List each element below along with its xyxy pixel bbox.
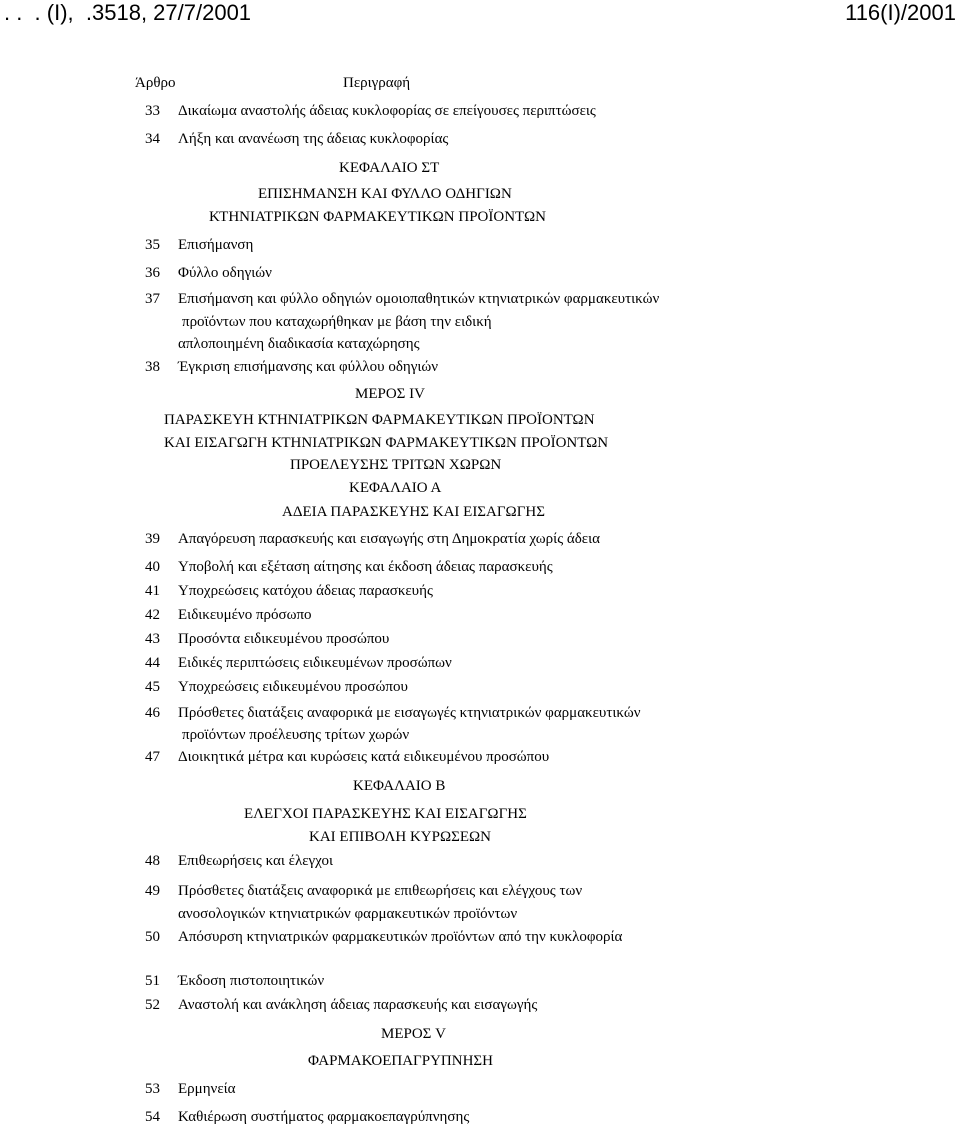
article-title: Υποχρεώσεις κατόχου άδειας παρασκευής [178,583,433,599]
article-title: Έκδοση πιστοποιητικών [178,973,325,989]
article-title: Προσόντα ειδικευμένου προσώπου [178,631,390,647]
part-title: ΚΑΙ ΕΙΣΑΓΩΓΗ ΚΤΗΝΙΑΤΡΙΚΩΝ ΦΑΡΜΑΚΕΥΤΙΚΩΝ ΠΡΟΪΟΝΤΩΝ [164,435,609,451]
article-title: Καθιέρωση συστήματος φαρμακοεπαγρύπνησης [178,1109,470,1125]
article-title: Υποχρεώσεις ειδικευμένου προσώπου [178,679,408,695]
article-number: 33 [145,103,160,119]
article-title: Ερμηνεία [178,1081,236,1097]
article-title: Έγκριση επισήμανσης και φύλλου οδηγιών [178,359,439,375]
article-number: 41 [145,583,160,599]
part-title: ΠΡΟΕΛΕΥΣΗΣ ΤΡΙΤΩΝ ΧΩΡΩΝ [290,457,502,473]
page-header [0,0,960,28]
article-title-continued: προϊόντων που καταχωρήθηκαν με βάση την ειδική [182,314,492,330]
chapter-title: ΕΠΙΣΗΜΑΝΣΗ ΚΑΙ ΦΥΛΛΟ ΟΔΗΓΙΩΝ [258,186,512,202]
chapter-heading: ΚΕΦΑΛΑΙΟ Α [349,480,442,496]
article-number: 35 [145,237,160,253]
article-number: 50 [145,929,160,945]
chapter-title: ΕΛΕΓΧΟΙ ΠΑΡΑΣΚΕΥΗΣ ΚΑΙ ΕΙΣΑΓΩΓΗΣ [244,806,527,822]
article-title-continued: προϊόντων προέλευσης τρίτων χωρών [182,727,410,743]
article-title: Επισήμανση και φύλλο οδηγιών ομοιοπαθητικών κτηνιατρικών φαρμακευτικών [178,291,660,307]
chapter-heading: ΚΕΦΑΛΑΙΟ ΣΤ [339,160,440,176]
article-number: 40 [145,559,160,575]
article-number: 44 [145,655,160,671]
article-title: Δικαίωμα αναστολής άδειας κυκλοφορίας σε επείγουσες περιπτώσεις [178,103,596,119]
article-title: Πρόσθετες διατάξεις αναφορικά με εισαγωγές κτηνιατρικών φαρμακευτικών [178,705,641,721]
article-title: Φύλλο οδηγιών [178,265,272,281]
article-title: Διοικητικά μέτρα και κυρώσεις κατά ειδικευμένου προσώπου [178,749,550,765]
article-number: 39 [145,531,160,547]
article-number: 48 [145,853,160,869]
article-number: 47 [145,749,160,765]
header-reference: . . . (I), .3518, 27/7/2001 [4,0,252,25]
article-number: 52 [145,997,160,1013]
article-number: 42 [145,607,160,623]
part-title: ΦΑΡΜΑΚΟΕΠΑΓΡΥΠΝΗΣΗ [308,1053,493,1069]
article-number: 37 [145,291,160,307]
column-header-description: Περιγραφή [343,75,411,91]
article-number: 38 [145,359,160,375]
part-title: ΠΑΡΑΣΚΕΥΗ ΚΤΗΝΙΑΤΡΙΚΩΝ ΦΑΡΜΑΚΕΥΤΙΚΩΝ ΠΡΟΪΟΝΤΩΝ [164,412,595,428]
article-title: Υποβολή και εξέταση αίτησης και έκδοση άδειας παρασκευής [178,559,553,575]
chapter-heading: ΚΕΦΑΛΑΙΟ Β [353,778,446,794]
article-title-continued: ανοσολογικών κτηνιατρικών φαρμακευτικών προϊόντων [178,906,518,922]
article-title: Απόσυρση κτηνιατρικών φαρμακευτικών προϊόντων από την κυκλοφορία [178,929,623,945]
article-number: 51 [145,973,160,989]
article-number: 46 [145,705,160,721]
article-number: 43 [145,631,160,647]
article-title: Επιθεωρήσεις και έλεγχοι [178,853,334,869]
part-heading: ΜΕΡΟΣ IV [355,386,425,402]
column-header-article: Άρθρο [135,75,176,91]
article-number: 36 [145,265,160,281]
part-heading: ΜΕΡΟΣ V [381,1026,446,1042]
header-law-number: 116(I)/2001 [845,0,956,25]
article-title: Ειδικές περιπτώσεις ειδικευμένων προσώπων [178,655,452,671]
article-title: Πρόσθετες διατάξεις αναφορικά με επιθεωρήσεις και ελέγχους των [178,883,583,899]
article-title: Απαγόρευση παρασκευής και εισαγωγής στη Δημοκρατία χωρίς άδεια [178,531,600,547]
article-title: Αναστολή και ανάκληση άδειας παρασκευής και εισαγωγής [178,997,538,1013]
article-title: Επισήμανση [178,237,254,253]
chapter-title: ΚΑΙ ΕΠΙΒΟΛΗ ΚΥΡΩΣΕΩΝ [309,829,492,845]
chapter-title: ΑΔΕΙΑ ΠΑΡΑΣΚΕΥΗΣ ΚΑΙ ΕΙΣΑΓΩΓΗΣ [282,504,545,520]
chapter-title: ΚΤΗΝΙΑΤΡΙΚΩΝ ΦΑΡΜΑΚΕΥΤΙΚΩΝ ΠΡΟΪΟΝΤΩΝ [209,209,546,225]
article-number: 34 [145,131,160,147]
article-number: 53 [145,1081,160,1097]
article-number: 45 [145,679,160,695]
article-title-continued: απλοποιημένη διαδικασία καταχώρησης [178,336,420,352]
article-title: Ειδικευμένο πρόσωπο [178,607,312,623]
article-title: Λήξη και ανανέωση της άδειας κυκλοφορίας [178,131,449,147]
article-number: 49 [145,883,160,899]
article-number: 54 [145,1109,160,1125]
